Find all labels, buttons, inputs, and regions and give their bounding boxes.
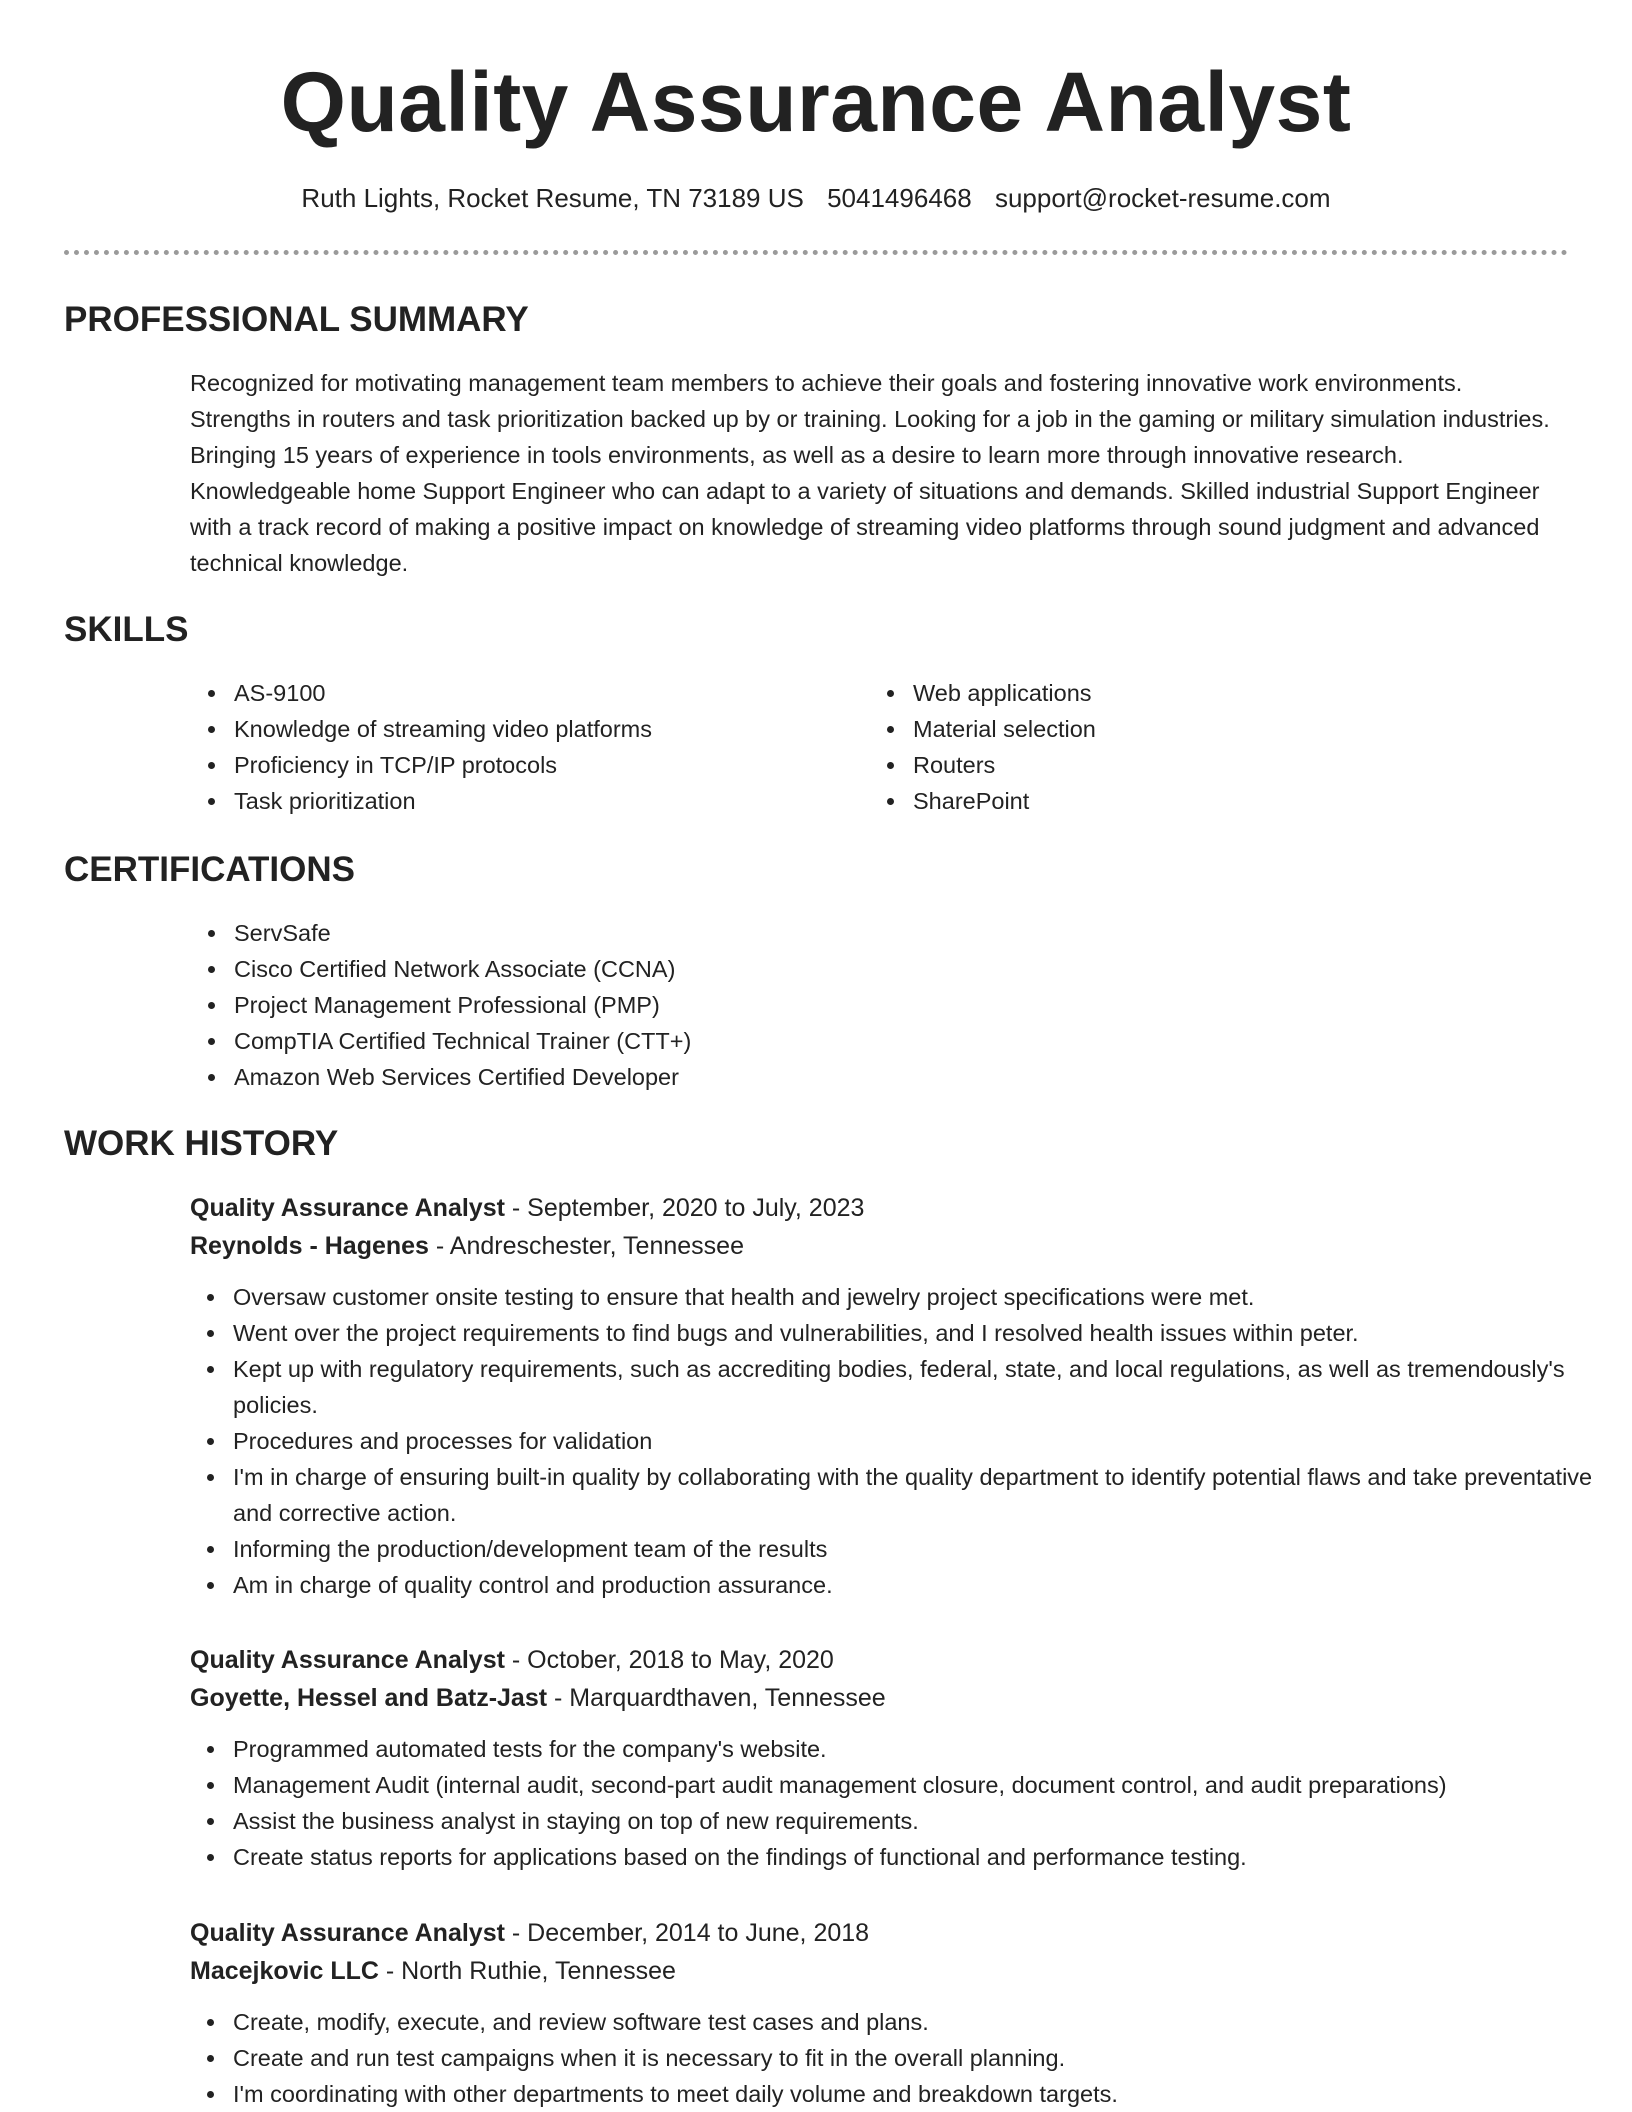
skill-item: SharePoint [913,783,1509,819]
job-location: - North Ruthie, Tennessee [378,1957,676,1985]
certification-item: CompTIA Certified Technical Trainer (CTT+) [234,1023,1490,1059]
skills-right-column [869,675,1509,819]
contact-email: support@rocket-resume.com [994,183,1331,213]
job-bullet: Kept up with regulatory requirements, such as accrediting bodies, federal, state, and local regulations, as well as tremendously's policies. [233,1351,1613,1423]
job-bullet: Am in charge of quality control and production assurance. [233,1567,1613,1603]
certifications-list [190,915,1490,1095]
job-company: Goyette, Hessel and Batz-Jast [190,1684,548,1712]
job-company: Macejkovic LLC [190,1957,379,1985]
job-bullet: Management Audit (internal audit, second-part audit management closure, document control, and audit preparations) [233,1767,1613,1803]
job-title-line [190,1189,1570,1227]
job-company-line [190,1952,1570,1990]
job-dates: - October, 2018 to May, 2020 [504,1646,834,1674]
summary-text: Recognized for motivating management team members to achieve their goals and fostering innovative work environments. Strengths in routers and task prioritization backed up by or training. Looking for a job in the gaming or military simulation industries. Bringing 15 years of experience in tools environments, as well as a desire to learn more through innovative research. Knowledgeable home Support Engineer who can adapt to a variety of situations and demands. Skilled industrial Support Engineer with a track record of making a positive impact on knowledge of streaming video platforms through sound judgment and advanced technical knowledge. [190,370,1550,576]
skill-item: Web applications [913,675,1509,711]
certifications-heading: CERTIFICATIONS [64,850,356,889]
job-dates: - September, 2020 to July, 2023 [504,1194,865,1222]
job-title: Quality Assurance Analyst [190,1194,505,1222]
job-bullet: Procedures and processes for validation [233,1423,1613,1459]
skill-item: Task prioritization [234,783,830,819]
job-company-line [190,1227,1570,1265]
summary-heading: PROFESSIONAL SUMMARY [64,300,529,339]
resume-title: Quality Assurance Analyst [280,55,1352,149]
certification-item: Amazon Web Services Certified Developer [234,1059,1490,1095]
job-title: Quality Assurance Analyst [190,1646,505,1674]
job-location: - Andreschester, Tennessee [428,1232,744,1260]
job-title-line [190,1914,1570,1952]
job-bullet: Informing the production/development team of the results [233,1531,1613,1567]
certification-item: Cisco Certified Network Associate (CCNA) [234,951,1490,987]
job-bullet: Programmed automated tests for the company's website. [233,1731,1613,1767]
job-entry [190,1914,1570,2112]
job-entry [190,1189,1593,1603]
work-history-heading: WORK HISTORY [64,1124,339,1163]
job-bullet: Assist the business analyst in staying on top of new requirements. [233,1803,1613,1839]
job-dates: - December, 2014 to June, 2018 [504,1919,870,1947]
certification-item: ServSafe [234,915,1490,951]
job-title: Quality Assurance Analyst [190,1919,505,1947]
skills-heading: SKILLS [64,610,189,649]
job-bullet: Create status reports for applications based on the findings of functional and performance testing. [233,1839,1613,1875]
job-bullet: Create, modify, execute, and review software test cases and plans. [233,2004,1613,2040]
skill-item: Proficiency in TCP/IP protocols [234,747,830,783]
job-location: - Marquardthaven, Tennessee [547,1684,886,1712]
skill-item: AS-9100 [234,675,830,711]
contact-phone: 5041496468 [827,183,972,213]
job-bullet: I'm in charge of ensuring built-in quality by collaborating with the quality department to identify potential flaws and take preventative and corrective action. [233,1459,1613,1531]
contact-line [0,180,1632,216]
skill-item: Material selection [913,711,1509,747]
skill-item: Knowledge of streaming video platforms [234,711,830,747]
contact-address: Ruth Lights, Rocket Resume, TN 73189 US [301,183,804,213]
job-title-line [190,1641,1570,1679]
header-divider [64,250,1568,255]
job-company: Reynolds - Hagenes [190,1232,429,1260]
job-company-line [190,1679,1570,1717]
job-entry [190,1641,1570,1875]
job-bullet: Went over the project requirements to find bugs and vulnerabilities, and I resolved health issues within peter. [233,1315,1613,1351]
job-bullet: Create and run test campaigns when it is necessary to fit in the overall planning. [233,2040,1613,2076]
certification-item: Project Management Professional (PMP) [234,987,1490,1023]
skill-item: Routers [913,747,1509,783]
job-bullet: I'm coordinating with other departments to meet daily volume and breakdown targets. [233,2076,1613,2112]
skills-left-column [190,675,830,819]
job-bullet: Oversaw customer onsite testing to ensure that health and jewelry project specifications were met. [233,1279,1613,1315]
